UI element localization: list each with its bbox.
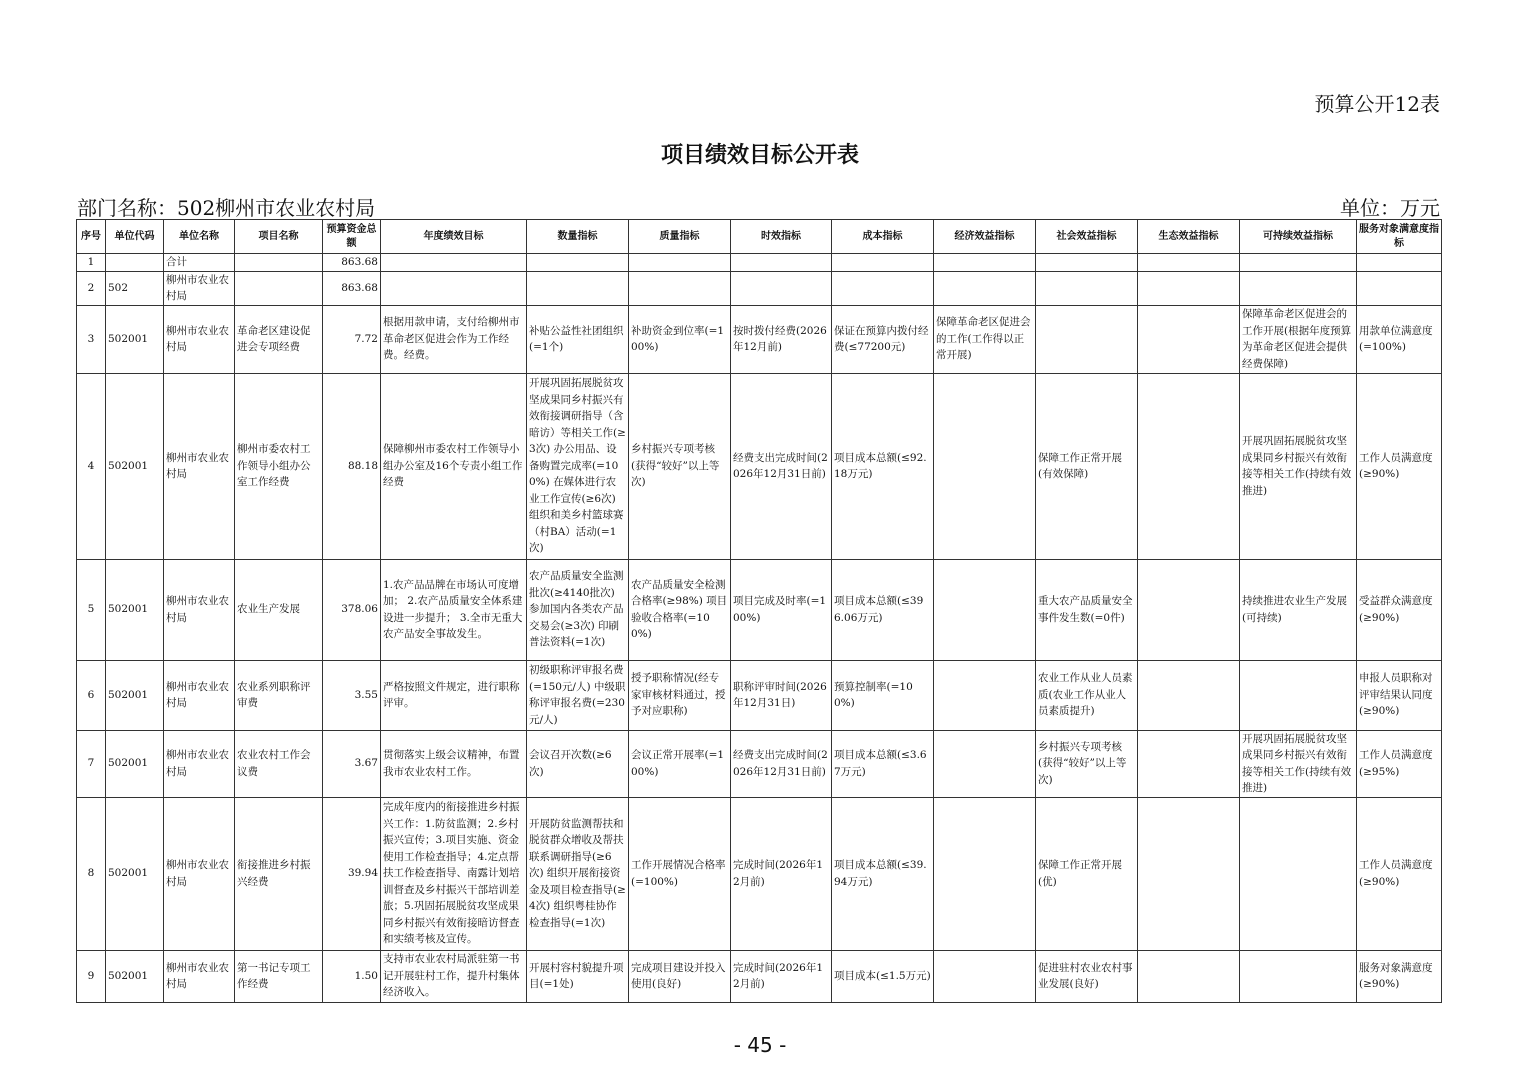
annual-goal-cell: 支持市农业农村局派驻第一书记开展驻村工作，提升村集体经济收入。 <box>381 950 527 1002</box>
header-cell: 质量指标 <box>629 220 731 254</box>
economic-benefit-cell <box>934 660 1036 730</box>
unit-code-cell: 502001 <box>106 373 164 559</box>
quality-indicator-cell <box>629 254 731 272</box>
quantity-indicator-cell: 开展巩固拓展脱贫攻坚成果同乡村振兴有效衔接调研指导（含暗访）等相关工作(≥3次) 办公用品、设备购置完成率(=100%) 在媒体进行农业工作宣传(≥6次) 组织和美乡村篮球赛（村BA）活动(=1次) <box>527 373 629 559</box>
page-title: 项目绩效目标公开表 <box>660 143 859 168</box>
economic-benefit-cell <box>934 254 1036 272</box>
cost-indicator-cell: 预算控制率(=100%) <box>832 660 934 730</box>
economic-benefit-cell <box>934 797 1036 950</box>
satisfaction-cell: 申报人员职称对评审结果认同度(≥90%) <box>1357 660 1442 730</box>
header-cell: 经济效益指标 <box>934 220 1036 254</box>
table-row <box>77 730 1442 797</box>
row-number-cell: 1 <box>77 254 106 272</box>
budget-amount-cell: 863.68 <box>323 254 381 272</box>
unit-code-cell <box>106 254 164 272</box>
unit-name-cell: 柳州市农业农村局 <box>164 660 235 730</box>
quantity-indicator-cell: 初级职称评审报名费(=150元/人) 中级职称评审报名费(=230元/人) <box>527 660 629 730</box>
sustainability-cell <box>1240 797 1357 950</box>
sustainability-cell <box>1240 254 1357 272</box>
quality-indicator-cell: 会议正常开展率(=100%) <box>629 730 731 797</box>
table-row <box>77 271 1442 305</box>
quantity-indicator-cell: 开展防贫监测帮扶和脱贫群众增收及帮扶联系调研指导(≥6次) 组织开展衔接资金及项目检查指导(≥4次) 组织粤桂协作检查指导(=1次) <box>527 797 629 950</box>
ecological-benefit-cell <box>1138 730 1240 797</box>
cost-indicator-cell: 项目成本总额(≤396.06万元) <box>832 559 934 660</box>
sustainability-cell <box>1240 271 1357 305</box>
budget-amount-cell: 88.18 <box>323 373 381 559</box>
social-benefit-cell: 保障工作正常开展(优) <box>1036 797 1138 950</box>
unit-code-cell: 502001 <box>106 559 164 660</box>
currency-unit: 单位：万元 <box>1340 196 1440 220</box>
row-number-cell: 2 <box>77 271 106 305</box>
header-row <box>77 220 1442 254</box>
economic-benefit-cell <box>934 950 1036 1002</box>
social-benefit-cell <box>1036 305 1138 373</box>
ecological-benefit-cell <box>1138 305 1240 373</box>
quality-indicator-cell: 补助资金到位率(=100%) <box>629 305 731 373</box>
annual-goal-cell: 贯彻落实上级会议精神，布置我市农业农村工作。 <box>381 730 527 797</box>
row-number-cell: 6 <box>77 660 106 730</box>
ecological-benefit-cell <box>1138 797 1240 950</box>
unit-code-cell: 502001 <box>106 950 164 1002</box>
social-benefit-cell <box>1036 254 1138 272</box>
quality-indicator-cell: 乡村振兴专项考核(获得“较好”以上等次) <box>629 373 731 559</box>
table-row <box>77 373 1442 559</box>
table-row <box>77 305 1442 373</box>
quantity-indicator-cell: 补贴公益性社团组织(=1个) <box>527 305 629 373</box>
row-number-cell: 4 <box>77 373 106 559</box>
ecological-benefit-cell <box>1138 254 1240 272</box>
project-name-cell: 农业生产发展 <box>235 559 323 660</box>
ecological-benefit-cell <box>1138 373 1240 559</box>
header-cell: 生态效益指标 <box>1138 220 1240 254</box>
timeliness-indicator-cell: 经费支出完成时间(2026年12月31日前) <box>731 730 832 797</box>
header-cell: 时效指标 <box>731 220 832 254</box>
cost-indicator-cell <box>832 254 934 272</box>
quality-indicator-cell: 授予职称情况(经专家审核材料通过，授予对应职称) <box>629 660 731 730</box>
satisfaction-cell: 用款单位满意度(=100%) <box>1357 305 1442 373</box>
department-name: 部门名称：502柳州市农业农村局 <box>77 196 376 220</box>
header-cell: 单位代码 <box>106 220 164 254</box>
header-cell: 单位名称 <box>164 220 235 254</box>
economic-benefit-cell: 保障革命老区促进会的工作(工作得以正常开展) <box>934 305 1036 373</box>
annual-goal-cell: 完成年度内的衔接推进乡村振兴工作：1.防贫监测；2.乡村振兴宣传；3.项目实施、资金使用工作检查指导；4.定点帮扶工作检查指导、南露计划培训督查及乡村振兴干部培训差旅；5.巩固拓展脱贫攻坚成果同乡村振兴有效衔接暗访督查和实绩考核及宣传。 <box>381 797 527 950</box>
cost-indicator-cell: 项目成本总额(≤3.67万元) <box>832 730 934 797</box>
header-cell: 年度绩效目标 <box>381 220 527 254</box>
sustainability-cell <box>1240 660 1357 730</box>
budget-amount-cell: 1.50 <box>323 950 381 1002</box>
social-benefit-cell: 农业工作从业人员素质(农业工作从业人员素质提升) <box>1036 660 1138 730</box>
project-name-cell <box>235 271 323 305</box>
ecological-benefit-cell <box>1138 271 1240 305</box>
cost-indicator-cell: 项目成本(≤1.5万元) <box>832 950 934 1002</box>
timeliness-indicator-cell: 完成时间(2026年12月前) <box>731 797 832 950</box>
budget-amount-cell: 378.06 <box>323 559 381 660</box>
budget-amount-cell: 39.94 <box>323 797 381 950</box>
row-number-cell: 9 <box>77 950 106 1002</box>
quantity-indicator-cell <box>527 254 629 272</box>
header-cell: 社会效益指标 <box>1036 220 1138 254</box>
cost-indicator-cell <box>832 271 934 305</box>
header-cell: 可持续效益指标 <box>1240 220 1357 254</box>
unit-code-cell: 502001 <box>106 730 164 797</box>
project-name-cell: 革命老区建设促进会专项经费 <box>235 305 323 373</box>
timeliness-indicator-cell <box>731 271 832 305</box>
cost-indicator-cell: 项目成本总额(≤39.94万元) <box>832 797 934 950</box>
ecological-benefit-cell <box>1138 660 1240 730</box>
project-name-cell: 农业系列职称评审费 <box>235 660 323 730</box>
satisfaction-cell: 服务对象满意度(≥90%) <box>1357 950 1442 1002</box>
unit-name-cell: 柳州市农业农村局 <box>164 950 235 1002</box>
page-number: - 45 - <box>733 1033 787 1057</box>
satisfaction-cell: 工作人员满意度(≥90%) <box>1357 797 1442 950</box>
header-cell: 成本指标 <box>832 220 934 254</box>
timeliness-indicator-cell <box>731 254 832 272</box>
sustainability-cell: 开展巩固拓展脱贫攻坚成果同乡村振兴有效衔接等相关工作(持续有效推进) <box>1240 730 1357 797</box>
project-name-cell: 衔接推进乡村振兴经费 <box>235 797 323 950</box>
performance-target-table <box>76 219 1442 1003</box>
project-name-cell <box>235 254 323 272</box>
annual-goal-cell: 保障柳州市委农村工作领导小组办公室及16个专责小组工作经费 <box>381 373 527 559</box>
header-cell: 数量指标 <box>527 220 629 254</box>
economic-benefit-cell <box>934 373 1036 559</box>
annual-goal-cell <box>381 254 527 272</box>
unit-code-cell: 502001 <box>106 660 164 730</box>
form-number: 预算公开12表 <box>1314 92 1440 116</box>
timeliness-indicator-cell: 按时拨付经费(2026年12月前) <box>731 305 832 373</box>
sustainability-cell: 持续推进农业生产发展(可持续) <box>1240 559 1357 660</box>
annual-goal-cell <box>381 271 527 305</box>
quality-indicator-cell: 农产品质量安全检测合格率(≥98%) 项目验收合格率(=100%) <box>629 559 731 660</box>
unit-name-cell: 柳州市农业农村局 <box>164 373 235 559</box>
satisfaction-cell: 受益群众满意度(≥90%) <box>1357 559 1442 660</box>
timeliness-indicator-cell: 经费支出完成时间(2026年12月31日前) <box>731 373 832 559</box>
cost-indicator-cell: 项目成本总额(≤92.18万元) <box>832 373 934 559</box>
economic-benefit-cell <box>934 559 1036 660</box>
quality-indicator-cell: 工作开展情况合格率(=100%) <box>629 797 731 950</box>
satisfaction-cell: 工作人员满意度(≥90%) <box>1357 373 1442 559</box>
unit-name-cell: 柳州市农业农村局 <box>164 271 235 305</box>
social-benefit-cell: 重大农产品质量安全事件发生数(=0件) <box>1036 559 1138 660</box>
unit-name-cell: 合计 <box>164 254 235 272</box>
header-cell: 服务对象满意度指标 <box>1357 220 1442 254</box>
quality-indicator-cell <box>629 271 731 305</box>
row-number-cell: 5 <box>77 559 106 660</box>
sustainability-cell: 开展巩固拓展脱贫攻坚成果同乡村振兴有效衔接等相关工作(持续有效推进) <box>1240 373 1357 559</box>
table-row <box>77 660 1442 730</box>
row-number-cell: 3 <box>77 305 106 373</box>
satisfaction-cell: 工作人员满意度(≥95%) <box>1357 730 1442 797</box>
project-name-cell: 农业农村工作会议费 <box>235 730 323 797</box>
satisfaction-cell <box>1357 271 1442 305</box>
table-row <box>77 797 1442 950</box>
annual-goal-cell: 严格按照文件规定，进行职称评审。 <box>381 660 527 730</box>
budget-amount-cell: 3.67 <box>323 730 381 797</box>
unit-name-cell: 柳州市农业农村局 <box>164 797 235 950</box>
economic-benefit-cell <box>934 730 1036 797</box>
economic-benefit-cell <box>934 271 1036 305</box>
table-row <box>77 254 1442 272</box>
quantity-indicator-cell: 开展村容村貌提升项目(=1处) <box>527 950 629 1002</box>
row-number-cell: 8 <box>77 797 106 950</box>
social-benefit-cell: 促进驻村农业农村事业发展(良好) <box>1036 950 1138 1002</box>
project-name-cell: 柳州市委农村工作领导小组办公室工作经费 <box>235 373 323 559</box>
quality-indicator-cell: 完成项目建设并投入使用(良好) <box>629 950 731 1002</box>
unit-name-cell: 柳州市农业农村局 <box>164 730 235 797</box>
timeliness-indicator-cell: 完成时间(2026年12月前) <box>731 950 832 1002</box>
ecological-benefit-cell <box>1138 950 1240 1002</box>
quantity-indicator-cell: 会议召开次数(≥6次) <box>527 730 629 797</box>
quantity-indicator-cell <box>527 271 629 305</box>
sustainability-cell: 保障革命老区促进会的工作开展(根据年度预算为革命老区促进会提供经费保障) <box>1240 305 1357 373</box>
project-name-cell: 第一书记专项工作经费 <box>235 950 323 1002</box>
ecological-benefit-cell <box>1138 559 1240 660</box>
table-row <box>77 559 1442 660</box>
social-benefit-cell <box>1036 271 1138 305</box>
cost-indicator-cell: 保证在预算内拨付经费(≤77200元) <box>832 305 934 373</box>
header-cell: 序号 <box>77 220 106 254</box>
social-benefit-cell: 乡村振兴专项考核(获得“较好”以上等次) <box>1036 730 1138 797</box>
header-cell: 预算资金总额 <box>323 220 381 254</box>
timeliness-indicator-cell: 项目完成及时率(=100%) <box>731 559 832 660</box>
table-body <box>77 254 1442 1003</box>
budget-amount-cell: 863.68 <box>323 271 381 305</box>
quantity-indicator-cell: 农产品质量安全监测批次(≥4140批次) 参加国内各类农产品交易会(≥3次) 印刷普法资料(=1次) <box>527 559 629 660</box>
annual-goal-cell: 1.农产品品牌在市场认可度增加； 2.农产品质量安全体系建设进一步提升； 3.全市无重大农产品安全事故发生。 <box>381 559 527 660</box>
header-cell: 项目名称 <box>235 220 323 254</box>
social-benefit-cell: 保障工作正常开展(有效保障) <box>1036 373 1138 559</box>
unit-code-cell: 502 <box>106 271 164 305</box>
table-row <box>77 950 1442 1002</box>
budget-amount-cell: 3.55 <box>323 660 381 730</box>
unit-name-cell: 柳州市农业农村局 <box>164 559 235 660</box>
sustainability-cell <box>1240 950 1357 1002</box>
row-number-cell: 7 <box>77 730 106 797</box>
satisfaction-cell <box>1357 254 1442 272</box>
annual-goal-cell: 根据用款申请，支付给柳州市革命老区促进会作为工作经费。经费。 <box>381 305 527 373</box>
budget-amount-cell: 7.72 <box>323 305 381 373</box>
unit-code-cell: 502001 <box>106 305 164 373</box>
unit-code-cell: 502001 <box>106 797 164 950</box>
timeliness-indicator-cell: 职称评审时间(2026年12月31日) <box>731 660 832 730</box>
unit-name-cell: 柳州市农业农村局 <box>164 305 235 373</box>
